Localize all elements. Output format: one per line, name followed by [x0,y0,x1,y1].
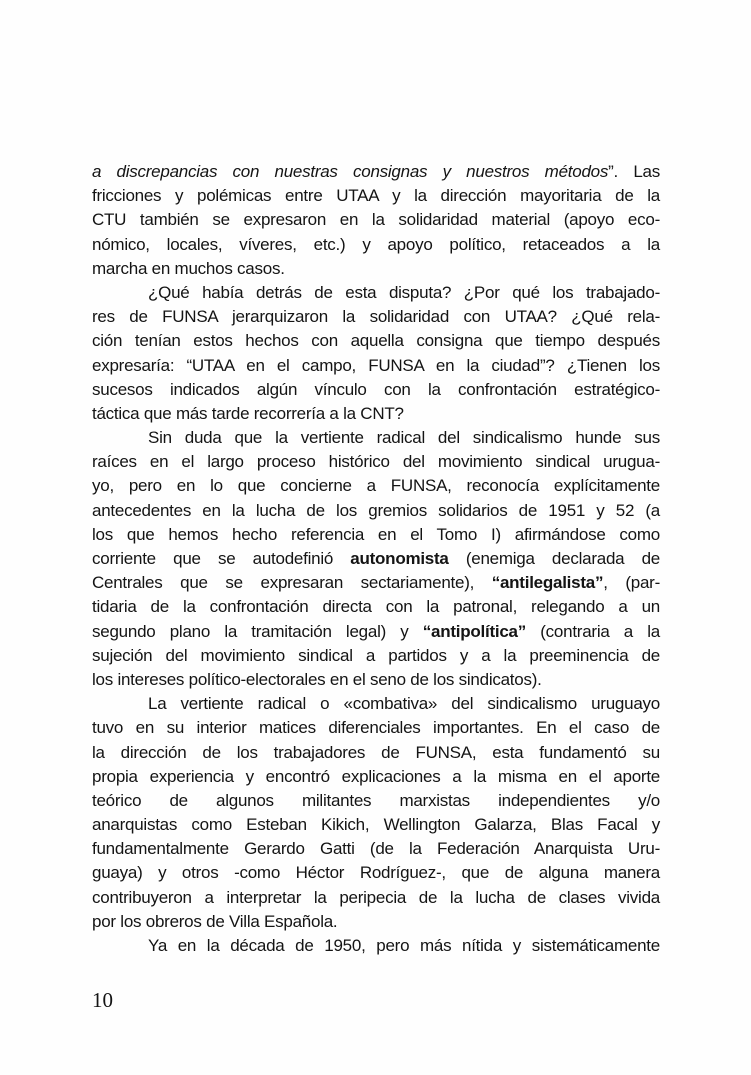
text-span: Centrales que se expresaran sectariamente), [92,573,492,593]
text-span: los intereses político-electorales en el seno de los sindicatos). [92,669,542,689]
bold-term: autonomista [350,549,449,568]
text-line [92,281,660,305]
text-line [92,450,660,474]
italic-quote: a discrepancias con nuestras consignas y nuestros métodos [92,162,609,181]
text-span: por los obreros de Villa Española. [92,911,338,931]
text-line [92,354,660,378]
text-span: ”. Las [608,162,660,181]
text-line [92,571,660,595]
text-line [92,692,660,716]
text-span: (enemiga declarada de [448,549,660,568]
text-span: táctica que más tarde recorrería a la CNT? [92,403,404,423]
text-span: segundo plano la tramitación legal) y [92,621,423,641]
bold-term: “antilegalista” [491,573,604,593]
text-span: anarquistas como Esteban Kikich, Wellington Galarza, Blas Facal y [92,815,660,835]
text-span: corriente que se autodefinió [92,549,351,568]
text-span: , (par- [603,573,660,593]
text-line [92,813,660,837]
text-line [92,789,660,813]
body-text [92,160,660,958]
text-line [92,837,660,861]
text-span: los que hemos hecho referencia en el Tomo I) afirmándose como [92,524,660,544]
text-line [92,305,660,329]
text-span: ¿Qué había detrás de esta disputa? ¿Por qué los trabajado- [148,282,660,302]
text-line [92,765,660,789]
text-line [92,741,660,765]
text-line [92,861,660,885]
text-span: teórico de algunos militantes marxistas independientes y/o [92,790,660,810]
text-span: tuvo en su interior matices diferenciales importantes. En el caso de [92,718,660,738]
text-span: fundamentalmente Gerardo Gatti (de la Federación Anarquista Uru- [92,839,660,859]
text-span: guaya) y otros -como Héctor Rodríguez-, que de alguna manera [92,863,660,883]
text-span: res de FUNSA jerarquizaron la solidaridad con UTAA? ¿Qué rela- [92,307,660,327]
text-line [92,547,660,571]
text-line [92,233,660,257]
text-span: contribuyeron a interpretar la peripecia de la lucha de clases vivida [92,887,660,907]
page-number: 10 [92,988,113,1012]
text-span: antecedentes en la lucha de los gremios solidarios de 1951 y 52 (a [92,500,660,520]
text-span: La vertiente radical o «combativa» del sindicalismo uruguayo [148,694,660,714]
text-line [92,644,660,668]
text-span: sucesos indicados algún vínculo con la confrontación estratégico- [92,379,660,399]
text-line [92,208,660,232]
text-line [92,716,660,740]
text-line [92,426,660,450]
text-span: (contraria a la [526,621,660,641]
text-line [92,160,660,184]
text-span: expresaría: “UTAA en el campo, FUNSA en la ciudad”? ¿Tienen los [92,355,660,375]
text-span: CTU también se expresaron en la solidaridad material (apoyo eco- [92,210,660,230]
text-line [92,474,660,498]
text-span: la dirección de los trabajadores de FUNSA, esta fundamentó su [92,742,660,762]
text-line [92,499,660,523]
text-line [92,378,660,402]
text-span: raíces en el largo proceso histórico del movimiento sindical urugua- [92,452,660,472]
text-span: marcha en muchos casos. [92,258,285,278]
text-line [92,523,660,547]
text-span: nómico, locales, víveres, etc.) y apoyo político, retaceados a la [92,234,660,254]
text-line [92,934,660,958]
text-line [92,886,660,910]
text-span: fricciones y polémicas entre UTAA y la dirección mayoritaria de la [92,186,660,206]
text-line [92,257,660,281]
text-line [92,184,660,208]
text-span: Sin duda que la vertiente radical del sindicalismo hunde sus [148,428,660,448]
text-span: ción tenían estos hechos con aquella consigna que tiempo después [92,331,660,351]
text-line [92,402,660,426]
text-span: tidaria de la confrontación directa con la patronal, relegando a un [92,597,660,617]
text-line [92,620,660,644]
text-line [92,595,660,619]
text-span: Ya en la década de 1950, pero más nítida y sistemáticamente [148,936,660,955]
text-line [92,910,660,934]
bold-term: “antipolítica” [422,621,526,641]
text-span: sujeción del movimiento sindical a partidos y a la preeminencia de [92,645,660,665]
text-span: propia experiencia y encontró explicaciones a la misma en el aporte [92,766,660,786]
text-span: yo, pero en lo que concierne a FUNSA, reconocía explícitamente [92,476,660,496]
text-line [92,668,660,692]
text-line [92,329,660,353]
